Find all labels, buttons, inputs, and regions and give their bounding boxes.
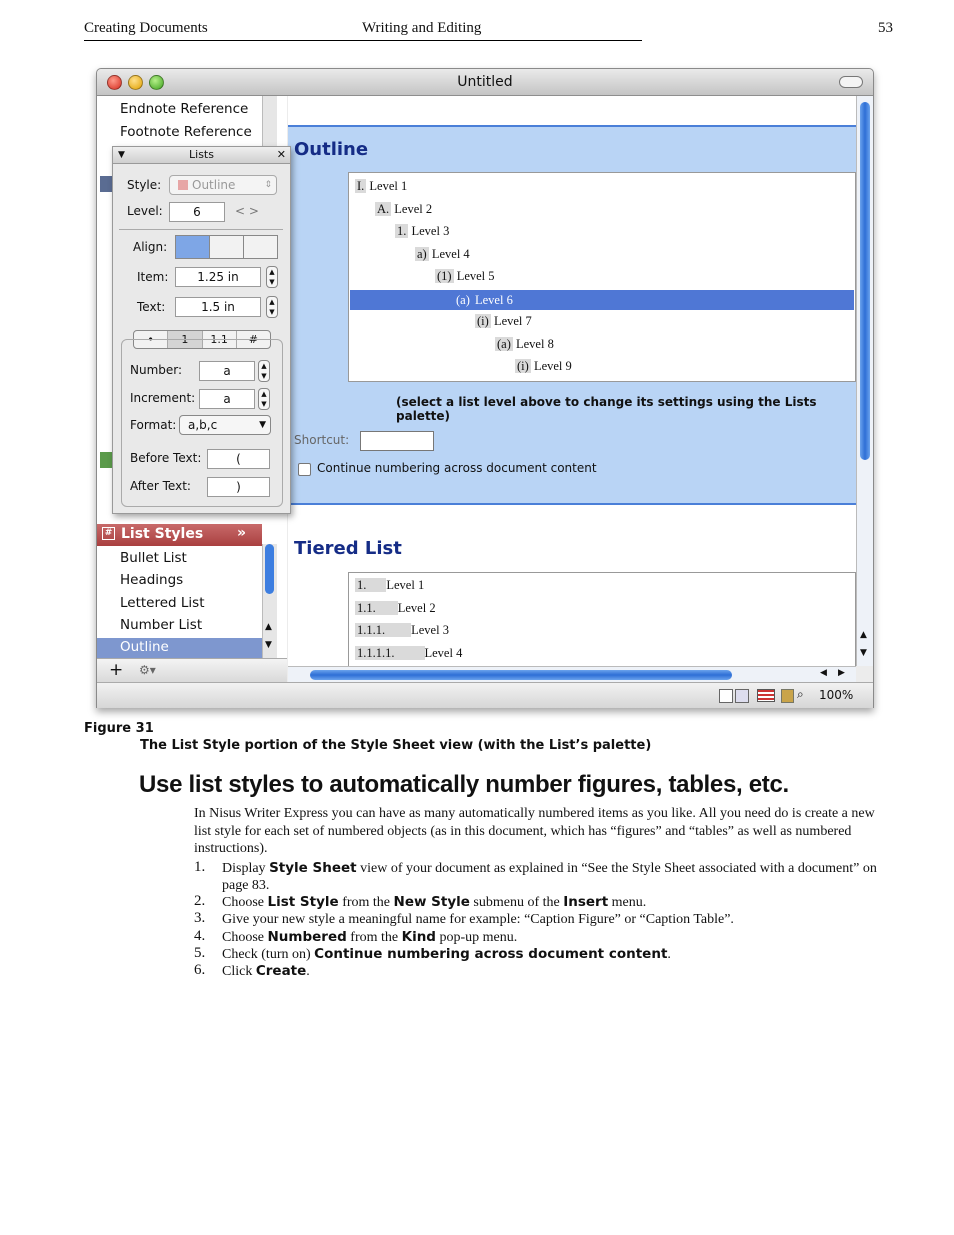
tab-tiered[interactable]: 1.1 (203, 331, 237, 348)
tiered-title: Tiered List (294, 538, 402, 559)
page-view-icon[interactable] (719, 689, 733, 703)
level-number: 1.1. (355, 601, 398, 615)
outline-title: Outline (294, 139, 369, 160)
collapse-icon[interactable]: » (237, 525, 247, 541)
document-horizontal-scrollbar[interactable] (288, 666, 856, 683)
level-number: (a) (456, 293, 470, 307)
lists-palette (112, 146, 291, 514)
popup-arrows-icon: ⇕ (264, 180, 272, 190)
gear-menu-icon[interactable]: ⚙▾ (139, 663, 156, 677)
outline-level-5[interactable] (435, 269, 495, 284)
before-text-field[interactable]: ( (207, 449, 270, 469)
level-text: Level 6 (475, 293, 513, 307)
item-label: Item: (137, 270, 169, 284)
intro-paragraph: In Nisus Writer Express you can have as many automatically numbered items as you like. All you need do is create a new list style for each set of numbered objects (as in this document, which has “figures” and “tables” as well as numbered instructions). (194, 806, 875, 856)
section-heading: Use list styles to automatically number figures, tables, etc. (139, 771, 789, 798)
tab-numbered[interactable]: 1 (168, 331, 202, 348)
step-number: 2. (194, 893, 206, 909)
scroll-up-icon[interactable]: ▲ (265, 622, 272, 632)
style-popup[interactable] (169, 175, 277, 195)
header-rule (84, 40, 642, 41)
before-text-label: Before Text: (130, 451, 202, 465)
step-number: 1. (194, 859, 206, 875)
level-nav-arrows[interactable]: < > (235, 204, 259, 218)
shortcut-field[interactable] (360, 431, 434, 451)
level-number: (1) (437, 269, 452, 283)
style-icon (100, 176, 112, 192)
scroll-thumb[interactable] (310, 670, 732, 680)
chevron-down-icon: ▼ (259, 420, 266, 430)
title-bar (97, 69, 873, 96)
style-icon (100, 452, 112, 468)
format-popup[interactable] (179, 415, 271, 435)
scroll-up-icon[interactable]: ▲ (860, 630, 867, 640)
collapse-triangle-icon[interactable]: ▼ (118, 150, 125, 160)
palette-title: Lists (189, 148, 214, 161)
level-text: Level 1 (369, 179, 408, 193)
text-stepper[interactable]: ▲ ▼ (266, 296, 278, 318)
list-styles-scrollbar[interactable] (262, 544, 277, 658)
item-indent-field[interactable]: 1.25 in (175, 267, 261, 287)
align-left-icon[interactable] (176, 236, 210, 258)
format-label: Format: (130, 418, 177, 432)
outline-level-9[interactable] (515, 359, 572, 374)
level-label: Level: (127, 204, 163, 218)
magnifier-icon[interactable]: ⌕ (797, 687, 804, 701)
tiered-list-box (348, 572, 856, 666)
page-number: 53 (878, 20, 893, 36)
zoom-level[interactable]: 100% (819, 688, 854, 702)
tiered-level-1[interactable] (355, 578, 424, 593)
step-text: Choose Numbered from the Kind pop-up menu. (222, 929, 518, 945)
level-number: A. (377, 202, 390, 216)
item-stepper[interactable]: ▲ ▼ (266, 266, 278, 288)
continue-checkbox[interactable] (298, 463, 311, 476)
continue-label: Continue numbering across document content (317, 461, 597, 475)
step-number: 3. (194, 910, 206, 926)
increment-field[interactable]: a (199, 389, 255, 409)
level-number: I. (357, 179, 365, 193)
text-label: Text: (137, 300, 166, 314)
after-text-label: After Text: (130, 479, 191, 493)
number-stepper[interactable]: ▲ ▼ (258, 360, 270, 382)
align-label: Align: (133, 240, 168, 254)
window-title: Untitled (457, 74, 513, 90)
level-text: Level 4 (431, 247, 470, 261)
align-center-icon[interactable] (210, 236, 244, 258)
align-segmented[interactable] (175, 235, 278, 259)
step-text: Check (turn on) Continue numbering across document content. (222, 946, 671, 962)
level-text: Level 2 (397, 601, 436, 615)
sidebar-item[interactable]: Number List (120, 617, 203, 633)
after-text-field[interactable]: ) (207, 477, 270, 497)
style-popup-value: Outline (192, 178, 236, 192)
step-text: Display Style Sheet view of your document as explained in “See the Style Sheet associated with a document” on page 83. (222, 860, 877, 893)
level-number: (i) (477, 314, 489, 328)
level-number: 1.1.1.1. (355, 646, 425, 660)
toolbar-toggle-icon[interactable] (839, 76, 863, 88)
sidebar-item-label: Outline (120, 639, 169, 655)
step-text: Give your new style a meaningful name for example: “Caption Figure” or “Caption Table”. (222, 912, 734, 927)
outline-level-7[interactable] (475, 314, 532, 329)
palette-title-bar (113, 147, 290, 164)
level-number: 1. (355, 578, 386, 592)
shortcut-label: Shortcut: (294, 433, 350, 447)
draft-view-icon[interactable] (735, 689, 749, 703)
number-label: Number: (130, 363, 183, 377)
outline-level-6-selected[interactable] (350, 290, 854, 310)
sidebar-item[interactable]: Lettered List (120, 595, 205, 611)
format-popup-value: a,b,c (188, 418, 218, 432)
list-styles-title: List Styles (121, 526, 204, 542)
align-right-icon[interactable] (244, 236, 277, 258)
tiered-level-2[interactable] (355, 601, 436, 616)
sidebar-item-selected[interactable] (97, 638, 262, 658)
header-center: Writing and Editing (362, 20, 482, 36)
level-text: Level 9 (533, 359, 572, 373)
outline-level-4[interactable] (415, 247, 470, 262)
document-vertical-scrollbar[interactable] (856, 96, 873, 666)
scroll-left-icon[interactable]: ◀ (820, 668, 827, 678)
scroll-right-icon[interactable]: ▶ (838, 668, 845, 678)
level-text: Level 3 (411, 224, 450, 238)
header-left: Creating Documents (84, 20, 208, 36)
level-field[interactable]: 6 (169, 202, 225, 222)
close-palette-icon[interactable]: ✕ (276, 148, 286, 161)
level-text: Level 7 (493, 314, 532, 328)
document-area (288, 96, 856, 666)
outline-instruction: (select a list level above to change its settings using the Lists palette) (396, 395, 817, 423)
outline-level-2[interactable] (375, 202, 432, 217)
sidebar-footer (97, 658, 287, 683)
step-number: 5. (194, 945, 206, 961)
tab-custom[interactable]: # (248, 333, 258, 346)
level-text: Level 4 (424, 646, 463, 660)
scroll-down-icon[interactable]: ▼ (860, 648, 867, 658)
sidebar-item[interactable]: Headings (120, 572, 184, 588)
step-number: 4. (194, 928, 206, 944)
level-text: Level 8 (516, 337, 554, 351)
figure-caption: The List Style portion of the Style Sheet view (with the List’s palette) (140, 738, 652, 753)
scroll-down-icon[interactable]: ▼ (265, 640, 272, 650)
list-styles-header[interactable] (97, 524, 262, 546)
list-style-icon: # (102, 527, 115, 540)
outline-list-box (348, 172, 856, 382)
level-number: (i) (517, 359, 529, 373)
list-style-icon (178, 180, 188, 190)
level-text: Level 1 (386, 578, 425, 592)
increment-stepper[interactable]: ▲ ▼ (258, 388, 270, 410)
style-label: Style: (127, 178, 162, 192)
figure-label: Figure 31 (84, 721, 154, 736)
divider (119, 229, 283, 230)
level-number: (a) (497, 337, 511, 351)
outline-level-1[interactable] (355, 179, 407, 194)
level-number: 1.1.1. (355, 623, 411, 637)
step-number: 6. (194, 962, 206, 978)
sidebar-item[interactable]: Bullet List (120, 550, 187, 566)
sidebar-item[interactable]: Endnote Reference (120, 101, 249, 117)
step-text: Choose List Style from the New Style submenu of the Insert menu. (222, 894, 647, 910)
clipboard-icon[interactable] (781, 689, 794, 703)
outline-level-8[interactable] (495, 337, 554, 352)
scroll-thumb[interactable] (860, 102, 870, 460)
sidebar-item[interactable]: Footnote Reference (120, 124, 252, 140)
add-style-button[interactable]: + (109, 660, 124, 680)
status-bar (97, 682, 873, 708)
number-field[interactable]: a (199, 361, 255, 381)
text-indent-field[interactable]: 1.5 in (175, 297, 261, 317)
level-number: a) (417, 247, 427, 261)
tiered-level-4[interactable] (355, 646, 462, 661)
tab-bullet[interactable]: • (134, 331, 168, 348)
level-text: Level 3 (411, 623, 449, 637)
outline-level-3[interactable] (395, 224, 449, 239)
level-number: 1. (397, 224, 407, 238)
level-text: Level 5 (456, 269, 495, 283)
level-text: Level 2 (394, 202, 433, 216)
step-text: Click Create. (222, 963, 310, 979)
increment-label: Increment: (130, 391, 196, 405)
scroll-thumb[interactable] (265, 544, 274, 594)
tiered-level-3[interactable] (355, 623, 449, 638)
outline-style-block (288, 125, 856, 505)
language-flag-icon[interactable] (757, 689, 775, 702)
